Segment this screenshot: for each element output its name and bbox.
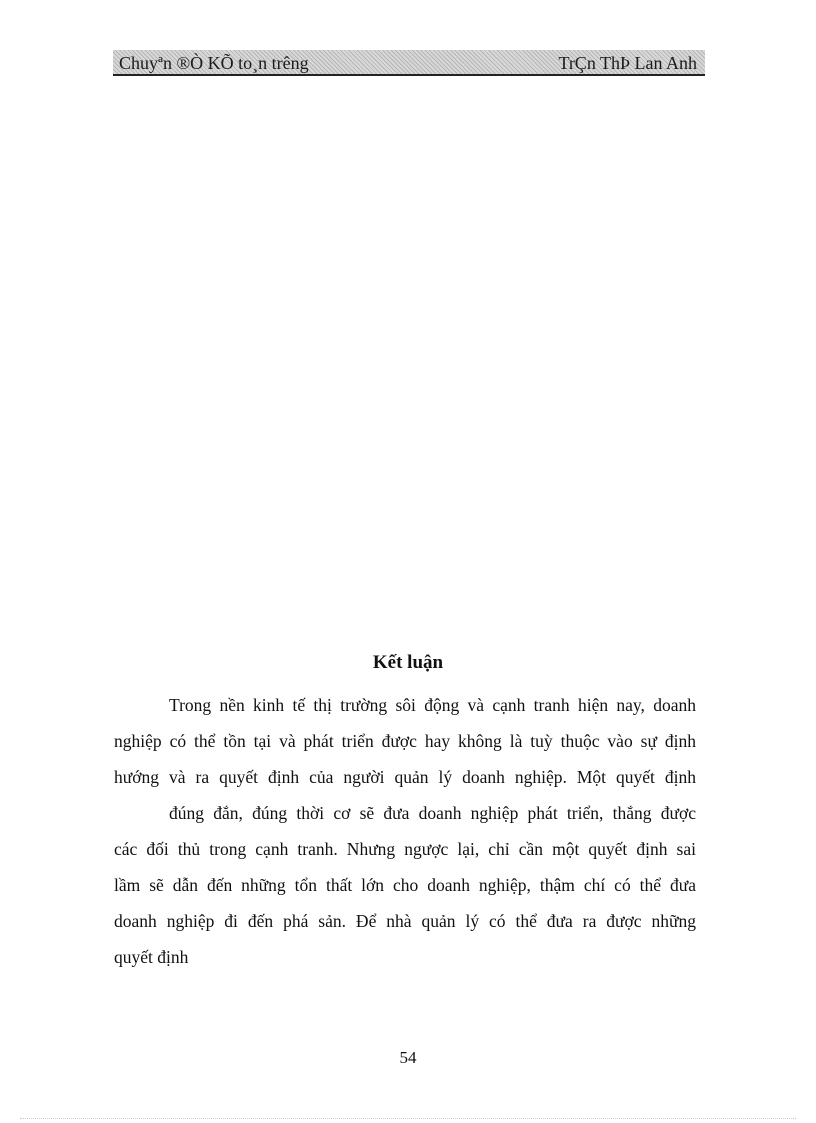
body-line: quyết định <box>114 947 189 967</box>
section-title: Kết luận <box>372 652 444 673</box>
page-bottom-divider <box>20 1118 796 1119</box>
running-header <box>113 50 705 76</box>
body-line: hướng và ra quyết định của người quản lý doanh nghiệp. Một quyết định <box>114 767 696 787</box>
body-line: nghiệp có thể tồn tại và phát triển được hay không là tuỳ thuộc vào sự định <box>114 731 696 751</box>
body-line: Trong nền kinh tế thị trường sôi động và cạnh tranh hiện nay, doanh <box>169 695 696 715</box>
page-number: 54 <box>399 1048 417 1067</box>
header-chapter-title: Chuyªn ®Ò KÕ to¸n trêng <box>119 53 309 73</box>
body-line: doanh nghiệp đi đến phá sản. Để nhà quản lý có thể đưa ra được những <box>114 911 696 931</box>
body-line: đúng đắn, đúng thời cơ sẽ đưa doanh nghiệp phát triển, thắng được <box>169 803 696 823</box>
body-line: các đối thủ trong cạnh tranh. Nhưng ngược lại, chỉ cần một quyết định sai <box>114 839 696 859</box>
header-author-name: TrÇn ThÞ Lan Anh <box>558 53 697 73</box>
body-line: lầm sẽ dẫn đến những tổn thất lớn cho doanh nghiệp, thậm chí có thể đưa <box>114 875 696 895</box>
